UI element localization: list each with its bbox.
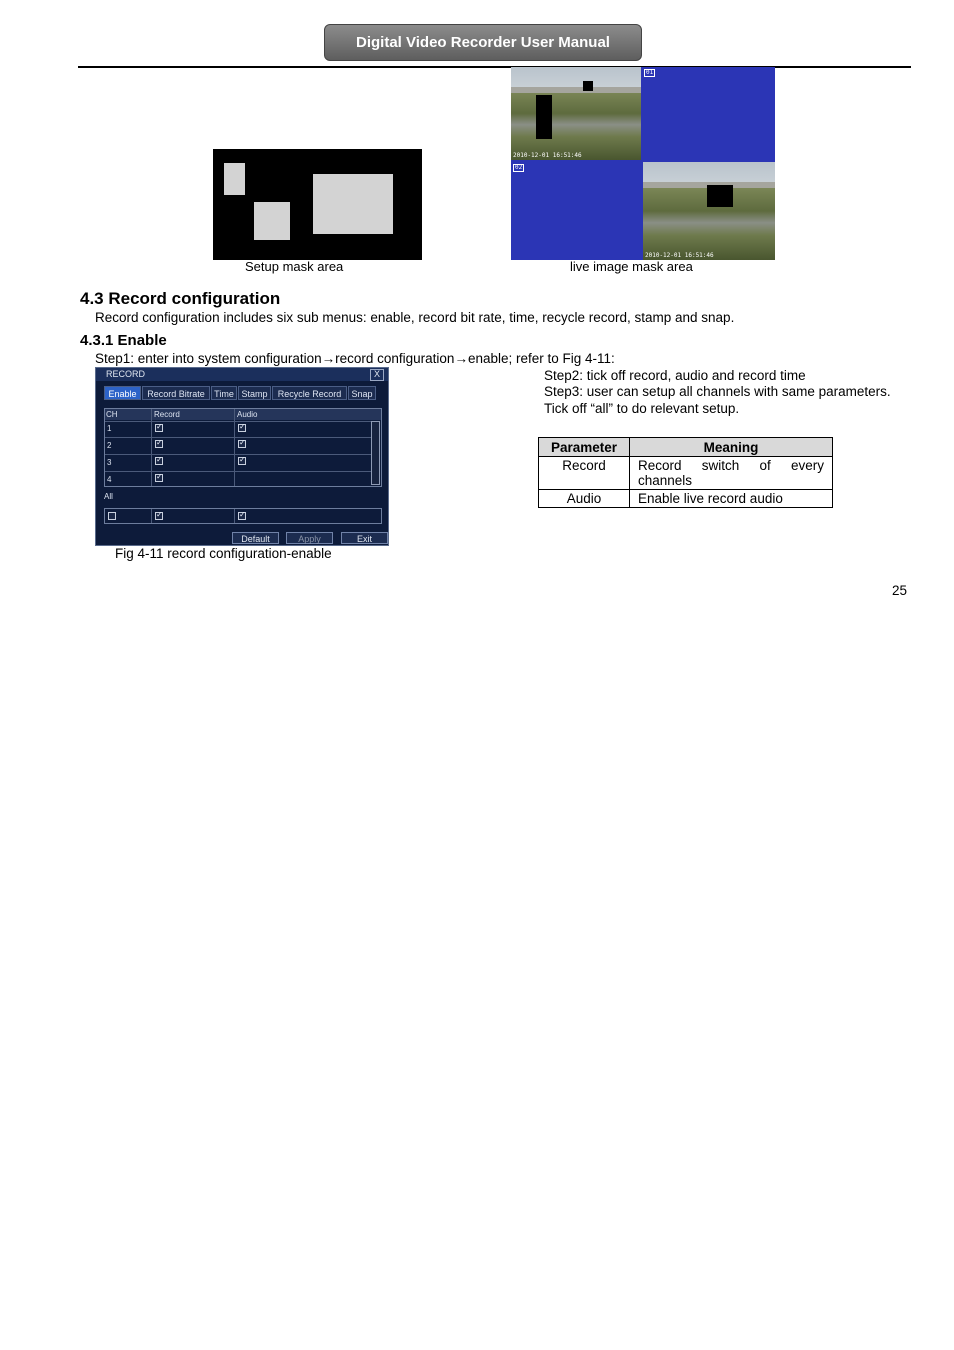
timestamp: 2010-12-01 16:51:46 [645,252,714,259]
mask-area [224,163,245,195]
step3-text: Step3: user can setup all channels with same parameters. [544,384,891,399]
all-channels-row [104,508,382,524]
setup-mask-caption: Setup mask area [245,259,344,274]
channel-table [104,408,382,487]
tab-stamp[interactable]: Stamp [238,386,271,400]
close-icon[interactable]: X [370,369,384,381]
record-checkbox[interactable] [155,424,163,432]
live-mask-caption: live image mask area [570,259,693,274]
record-checkbox[interactable] [155,440,163,448]
channel-tag: 02 [515,164,523,171]
channel-number: 1 [107,424,112,433]
mask-block [583,81,593,91]
mask-area [313,174,393,234]
mask-area [254,202,290,240]
column-header-audio: Audio [237,410,258,419]
figure-caption: Fig 4-11 record configuration-enable [115,546,332,561]
channel-number: 2 [107,441,112,450]
setup-mask-figure [213,149,422,260]
section-intro: Record configuration includes six sub menus: enable, record bit rate, time, recycle record, stamp and snap. [95,310,735,325]
dialog-titlebar [96,368,388,381]
step2-text: Step2: tick off record, audio and record time [544,368,806,383]
column-header-ch: CH [106,410,118,419]
camera-view [643,162,775,260]
camera-view [511,67,641,160]
record-dialog [95,367,389,546]
mask-block [707,185,733,207]
record-checkbox[interactable] [155,474,163,482]
all-audio-checkbox[interactable] [238,512,246,520]
all-channel-checkbox[interactable] [108,512,116,520]
tab-enable[interactable]: Enable [104,386,141,400]
audio-checkbox[interactable] [238,424,246,432]
step3b-text: Tick off “all” to do relevant setup. [544,401,740,416]
table-row [539,490,833,508]
subsection-heading: 4.3.1 Enable [80,332,167,349]
timestamp: 2010-12-01 16:51:46 [513,152,582,159]
exit-button[interactable]: Exit [341,532,388,544]
tab-snap[interactable]: Snap [348,386,376,400]
header-rule [78,66,911,68]
meaning-cell: Enable live record audio [630,490,833,508]
live-mask-figure [511,67,775,260]
audio-checkbox[interactable] [238,440,246,448]
column-header-record: Record [154,410,180,419]
parameter-cell: Audio [539,490,630,508]
channel-tag: 01 [646,69,654,76]
all-label: All [104,492,113,501]
channel-number: 4 [107,475,112,484]
mask-block [536,95,552,139]
meaning-cell: Record switch of every channels [630,457,833,490]
manual-title-badge: Digital Video Recorder User Manual [324,24,642,61]
tab-record-bitrate[interactable]: Record Bitrate [142,386,210,400]
channel-number: 3 [107,458,112,467]
step1-text: Step1: enter into system configuration→record configuration→enable; refer to Fig 4-11: [95,351,615,366]
parameter-cell: Record [539,457,630,490]
meaning-column-header: Meaning [630,438,833,457]
record-checkbox[interactable] [155,457,163,465]
parameter-column-header: Parameter [539,438,630,457]
tab-recycle-record[interactable]: Recycle Record [272,386,347,400]
section-heading: 4.3 Record configuration [80,289,281,308]
table-row [539,457,833,490]
audio-checkbox[interactable] [238,457,246,465]
road [511,87,641,93]
tab-time[interactable]: Time [211,386,237,400]
apply-button[interactable]: Apply [286,532,333,544]
page-number: 25 [892,583,908,598]
default-button[interactable]: Default [232,532,279,544]
parameter-table [538,437,833,508]
table-scrollbar[interactable] [371,421,380,485]
all-record-checkbox[interactable] [155,512,163,520]
dialog-title: RECORD [106,369,146,379]
